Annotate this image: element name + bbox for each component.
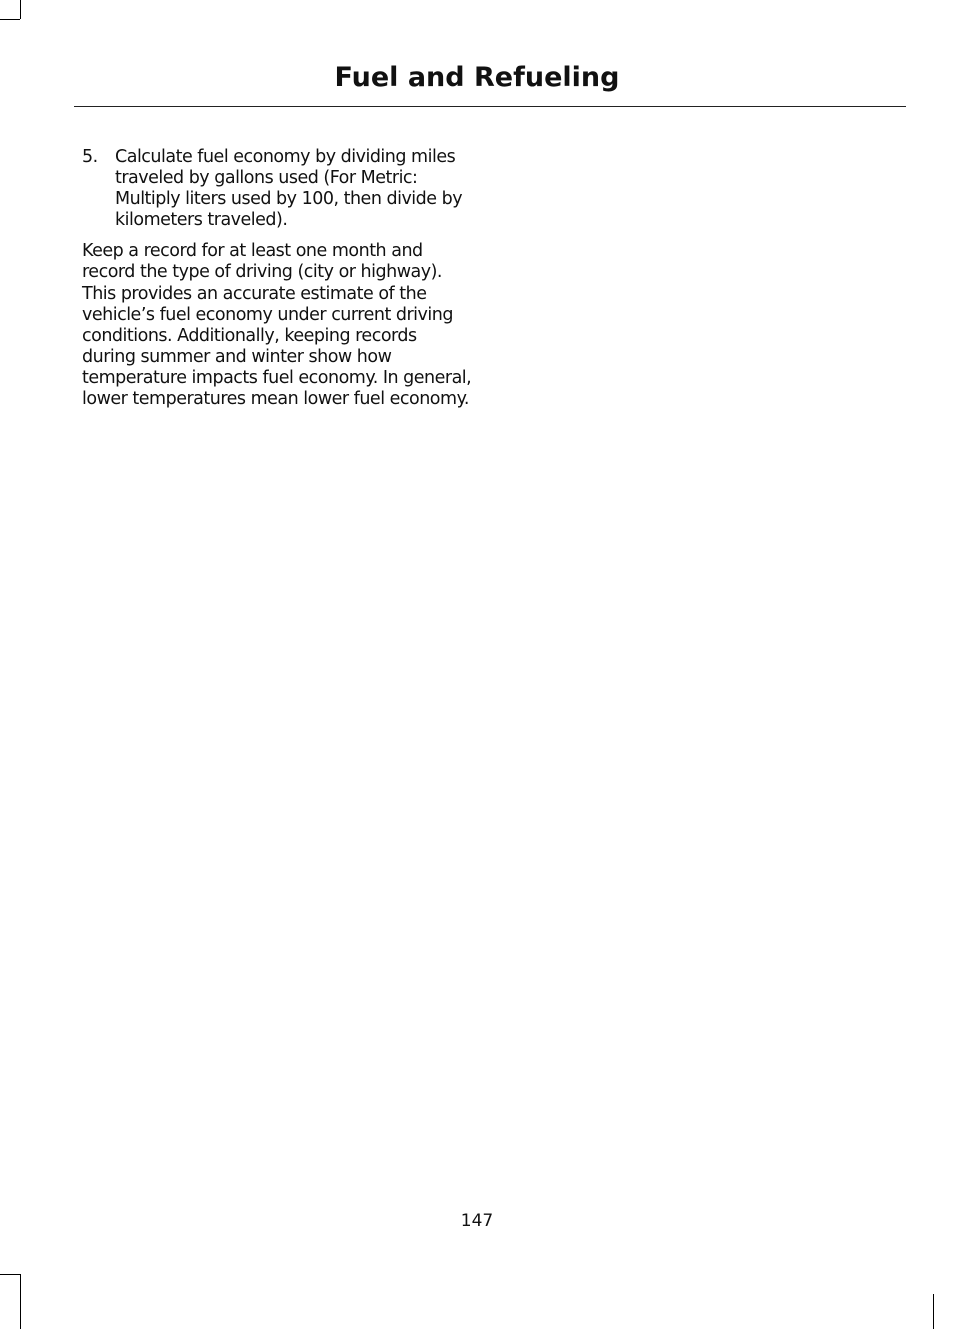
crop-mark-bottom-right-vertical [933, 1294, 934, 1329]
crop-mark-top-left-horizontal [0, 19, 20, 20]
crop-mark-bottom-left-vertical [20, 1274, 21, 1329]
header-divider [74, 106, 906, 107]
step-item [82, 147, 474, 231]
section-title: Fuel and Refueling [334, 62, 620, 93]
step-number: 5. [82, 147, 98, 167]
page-number: 147 [460, 1211, 494, 1231]
crop-mark-bottom-left-horizontal [0, 1274, 20, 1275]
step-text: Calculate fuel economy by dividing miles traveled by gallons used (For Metric: Multiply liters used by 100, then divide by kilometers traveled). [115, 147, 463, 231]
main-content [82, 147, 474, 410]
crop-mark-top-left-vertical [20, 0, 21, 19]
body-paragraph: Keep a record for at least one month and record the type of driving (city or highway). This provides an accurate estimate of the vehicle’s fuel economy under current driving conditions. Additionally, keeping records during summer and winter show how temperature impacts fuel economy. In general, lower temperatures mean lower fuel economy. [82, 241, 472, 410]
